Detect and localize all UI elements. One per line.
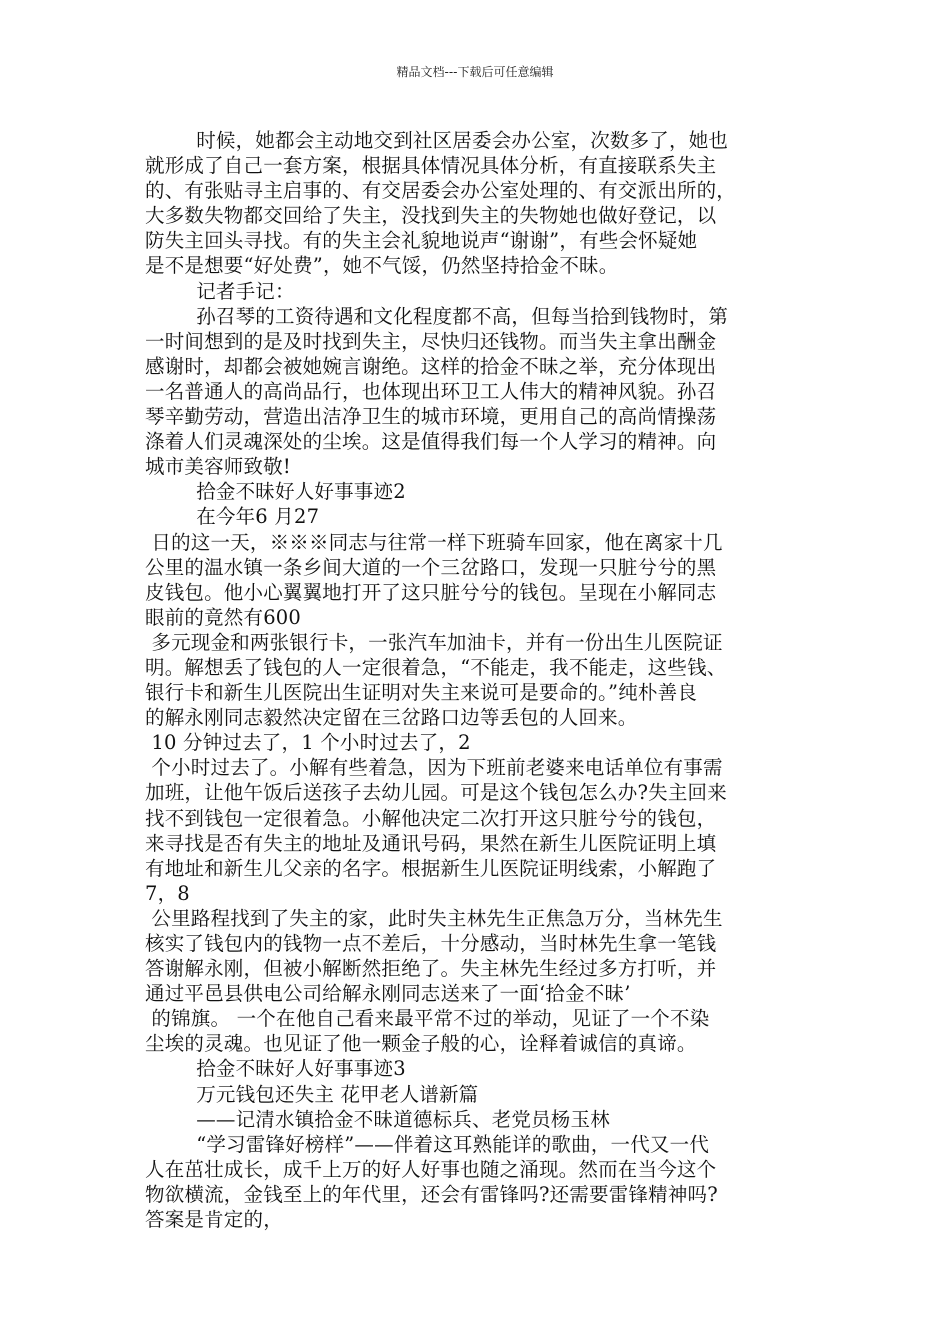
text-line: 皮钱包。他小心翼翼地打开了这只脏兮兮的钱包。呈现在小解同志	[145, 580, 717, 604]
text-line: 来寻找是否有失主的地址及通讯号码，果然在新生儿医院证明上填	[145, 831, 717, 855]
text-line: 琴辛勤劳动，营造出洁净卫生的城市环境，更用自己的高尚情操荡	[145, 405, 717, 429]
text-line: 有地址和新生儿父亲的名字。根据新生儿医院证明线索，小解跑了	[145, 856, 717, 880]
document-body	[145, 128, 825, 1232]
text-line: “学习雷锋好榜样”——伴着这耳熟能详的歌曲，一代又一代	[145, 1132, 710, 1156]
text-line: 明。解想丢了钱包的人一定很着急，“不能走，我不能走，这些钱、	[145, 655, 727, 679]
text-line: 的解永刚同志毅然决定留在三岔路口边等丢包的人回来。	[145, 706, 638, 730]
text-line: 感谢时，却都会被她婉言谢绝。这样的拾金不昧之举，充分体现出	[145, 354, 717, 378]
page-header: 精品文档---下载后可任意编辑	[396, 65, 554, 79]
text-line: 个小时过去了。小解有些着急，因为下班前老婆来电话单位有事需	[145, 756, 723, 780]
text-line: 记者手记：	[145, 279, 295, 303]
text-line: 时候，她都会主动地交到社区居委会办公室，次数多了，她也	[145, 129, 729, 152]
text-line: 银行卡和新生儿医院出生证明对失主来说可是要命的。”纯朴善良	[145, 681, 698, 705]
text-line: 一名普通人的高尚品行，也体现出环卫工人伟大的精神风貌。孙召	[145, 379, 717, 403]
text-line: 日的这一天，※※※同志与往常一样下班骑车回家，他在离家十几	[145, 530, 723, 554]
text-line: 城市美容师致敬!	[145, 455, 291, 479]
text-line: 涤着人们灵魂深处的尘埃。这是值得我们每一个人学习的精神。向	[145, 430, 717, 454]
text-line: 就形成了自己一套方案，根据具体情况具体分析，有直接联系失主	[145, 154, 717, 178]
text-line: 防失主回头寻找。有的失主会礼貌地说声“谢谢”，有些会怀疑她	[145, 229, 698, 253]
text-line: 的、有张贴寻主启事的、有交居委会办公室处理的、有交派出所的，	[145, 179, 737, 203]
text-line: 一时间想到的是及时找到失主，尽快归还钱物。而当失主拿出酬金	[145, 329, 717, 353]
text-line: 核实了钱包内的钱物一点不差后，十分感动，当时林先生拿一笔钱	[145, 932, 717, 955]
text-line: 公里的温水镇一条乡间大道的一个三岔路口，发现一只脏兮兮的黑	[145, 555, 717, 579]
text-line: 公里路程找到了失主的家，此时失主林先生正焦急万分，当林先生	[145, 906, 723, 930]
text-line: 万元钱包还失主 花甲老人谱新篇	[145, 1082, 479, 1106]
text-line: ——记清水镇拾金不昧道德标兵、老党员杨玉林	[145, 1107, 610, 1131]
text-line: 眼前的竟然有600	[145, 605, 302, 629]
text-line: 在今年6 月27	[145, 505, 320, 529]
text-line: 多元现金和两张银行卡，一张汽车加油卡，并有一份出生儿医院证	[145, 630, 723, 654]
text-line: 孙召琴的工资待遇和文化程度都不高，但每当拾到钱物时，第	[145, 304, 729, 328]
text-line: 是不是想要“好处费”，她不气馁，仍然坚持拾金不昧。	[145, 254, 619, 278]
text-line: 拾金不昧好人好事事迹2	[145, 480, 406, 504]
text-line: 大多数失物都交回给了失主，没找到失主的失物她也做好登记，以	[145, 204, 717, 228]
text-line: 人在茁壮成长，成千上万的好人好事也随之涌现。然而在当今这个	[145, 1157, 717, 1181]
text-line: 10 分钟过去了，1 个小时过去了，2	[145, 731, 471, 755]
text-line: 7，8	[145, 881, 190, 905]
text-line: 的锦旗。 一个在他自己看来最平常不过的举动，见证了一个不染	[145, 1007, 710, 1031]
text-line: 通过平邑县供电公司给解永刚同志送来了一面‘拾金不昧’	[145, 982, 631, 1006]
text-line: 答谢解永刚，但被小解断然拒绝了。失主林先生经过多方打听，并	[145, 957, 717, 981]
text-line: 加班，让他午饭后送孩子去幼儿园。可是这个钱包怎么办?失主回来	[145, 781, 727, 805]
text-line: 拾金不昧好人好事事迹3	[145, 1057, 406, 1081]
text-line: 找不到钱包一定很着急。小解他决定二次打开这只脏兮兮的钱包，	[145, 806, 717, 830]
text-line: 答案是肯定的，	[145, 1208, 283, 1232]
text-line: 物欲横流，金钱至上的年代里，还会有雷锋吗?还需要雷锋精神吗?	[145, 1182, 718, 1206]
text-line: 尘埃的灵魂。也见证了他一颗金子般的心，诠释着诚信的真谛。	[145, 1032, 697, 1056]
